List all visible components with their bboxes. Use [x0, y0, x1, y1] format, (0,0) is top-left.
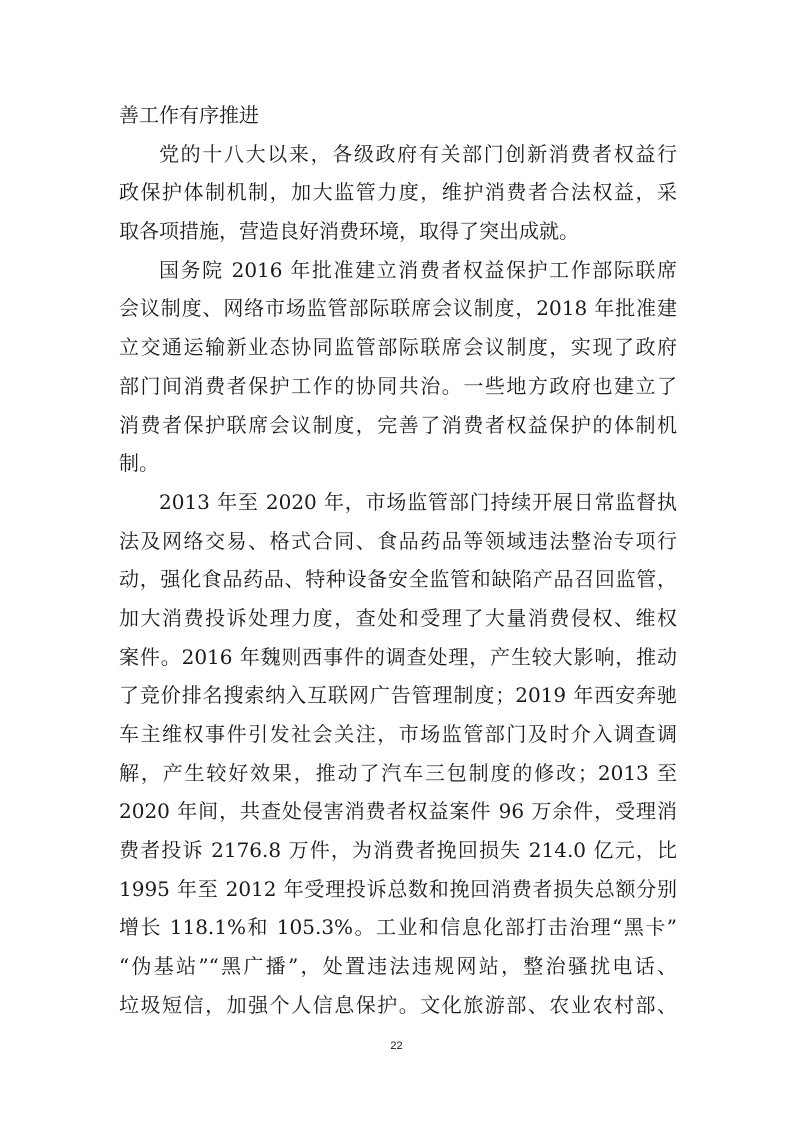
text-line: 费者投诉 2176.8 万件，为消费者挽回损失 214.0 亿元，比 [119, 838, 677, 863]
text-line: 善工作有序推进 [119, 103, 259, 127]
text-line: 党的十八大以来，各级政府有关部门创新消费者权益行 [159, 141, 677, 166]
text-line: 加大消费投诉处理力度，查处和受理了大量消费侵权、维权 [119, 605, 677, 630]
text-line: 国务院 2016 年批准建立消费者权益保护工作部际联席 [159, 257, 677, 282]
text-line: 取各项措施，营造良好消费环境，取得了突出成就。 [119, 219, 579, 244]
text-line: 垃圾短信，加强个人信息保护。文化旅游部、农业农村部、 [119, 992, 677, 1017]
text-line: 案件。2016 年魏则西事件的调查处理，产生较大影响，推动 [119, 644, 677, 669]
text-line: 制。 [119, 451, 159, 476]
text-line: 2013 年至 2020 年，市场监管部门持续开展日常监督执 [159, 489, 677, 514]
page-number: 22 [390, 1040, 403, 1052]
text-line: 立交通运输新业态协同监管部际联席会议制度，实现了政府 [119, 335, 677, 360]
text-line: “伪基站”“黑广播”，处置违法违规网站，整治骚扰电话、 [119, 954, 677, 979]
text-line: 增长 118.1%和 105.3%。工业和信息化部打击治理“黑卡” [119, 915, 677, 940]
text-line: 解，产生较好效果，推动了汽车三包制度的修改；2013 至 [119, 760, 677, 785]
text-line: 2020 年间，共查处侵害消费者权益案件 96 万余件，受理消 [119, 799, 677, 824]
text-line: 动，强化食品药品、特种设备安全监管和缺陷产品召回监管， [119, 567, 677, 592]
text-line: 法及网络交易、格式合同、食品药品等领域违法整治专项行 [119, 528, 677, 553]
body-text [119, 96, 677, 1025]
text-line: 会议制度、网络市场监管部际联席会议制度，2018 年批准建 [119, 296, 677, 321]
text-line: 政保护体制机制，加大监管力度，维护消费者合法权益，采 [119, 180, 677, 205]
text-line: 消费者保护联席会议制度，完善了消费者权益保护的体制机 [119, 412, 677, 437]
text-line: 部门间消费者保护工作的协同共治。一些地方政府也建立了 [119, 373, 677, 398]
text-line: 车主维权事件引发社会关注，市场监管部门及时介入调查调 [119, 722, 677, 746]
text-line: 了竞价排名搜索纳入互联网广告管理制度；2019 年西安奔驰 [119, 683, 677, 708]
text-line: 1995 年至 2012 年受理投诉总数和挽回消费者损失总额分别 [119, 876, 677, 901]
